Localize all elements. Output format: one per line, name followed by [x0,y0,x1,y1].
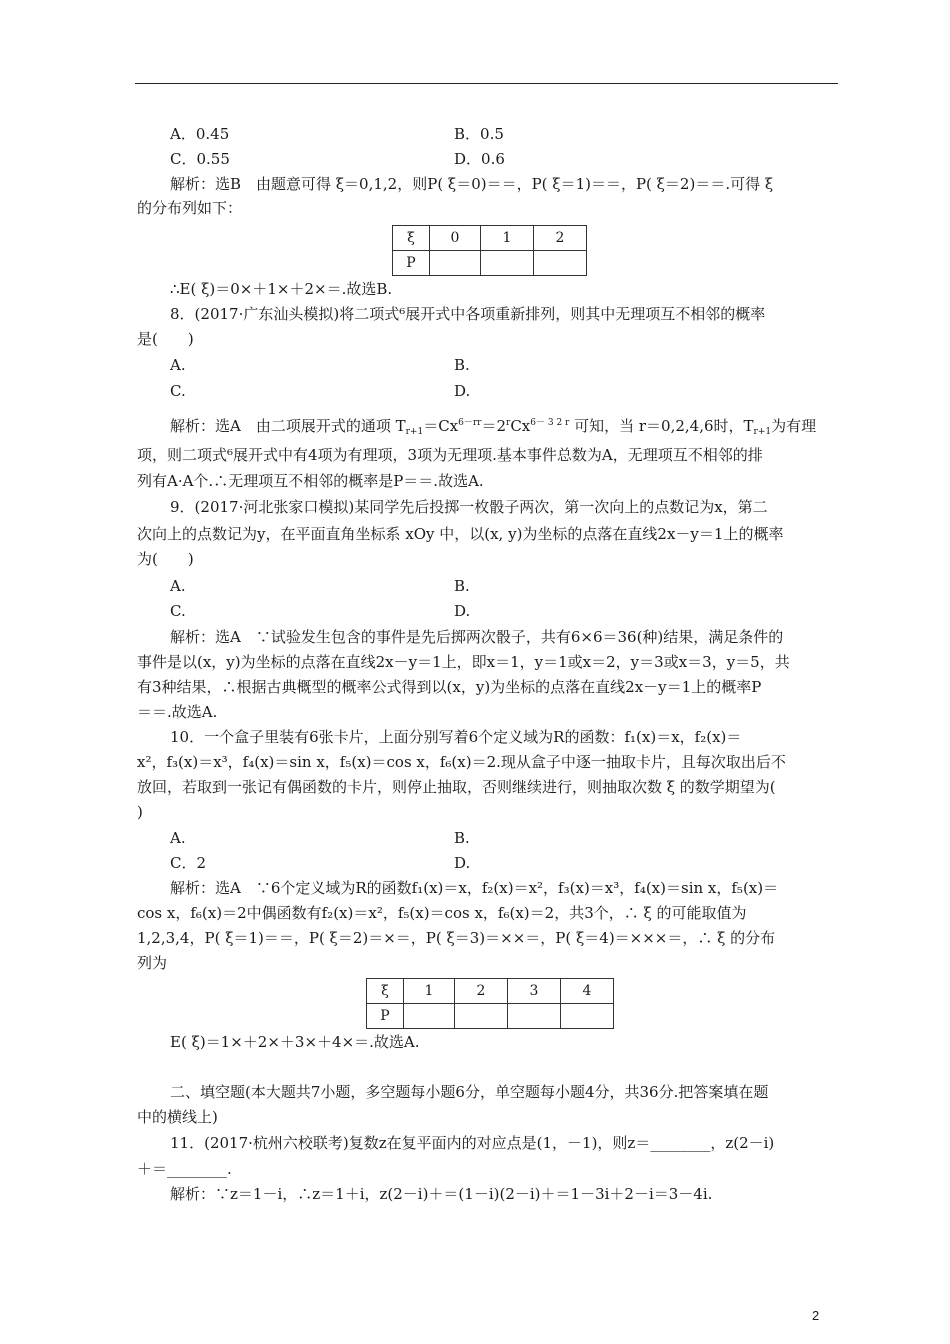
q9-analysis-line3: 有3种结果，∴根据古典概型的概率公式得到以(x，y)为坐标的点落在直线2x－y＝1上的概率P [137,678,762,696]
q7-analysis-line2: 的分布列如下： [137,199,243,217]
q10-stem-line1: 10．一个盒子里装有6张卡片，上面分别写着6个定义域为R的函数：f₁(x)＝x，f₂(x)＝ [170,728,742,746]
q9-analysis-line1: 解析：选A ∵试验发生包含的事件是先后掷两次骰子，共有6×6＝36(种)结果，满足条件的 [170,628,784,646]
q10-table-value: 4 [561,979,614,1004]
q8-option-a: A. [170,356,186,374]
q9-stem-line2: 次向上的点数记为y，在平面直角坐标系 xOy 中，以(x, y)为坐标的点落在直线2x－y＝1上的概率 [137,525,784,543]
q7-table-xi-header: ξ [393,226,430,251]
q9-analysis-line2: 事件是以(x，y)为坐标的点落在直线2x－y＝1上，即x＝1，y＝1或x＝2，y＝3或x＝3，y＝5，共 [137,653,790,671]
q7-table-prob-cell [534,251,587,276]
page-number: 2 [812,1308,820,1323]
q7-table-prob-cell [481,251,534,276]
q7-table-value: 0 [430,226,481,251]
q10-distribution-table [366,978,614,1029]
q7-option-b: B．0.5 [454,125,504,143]
q9-stem-line3: 为( ) [137,550,194,568]
q10-table-value: 3 [508,979,561,1004]
q11-stem-line2: ＋＝________. [137,1160,232,1178]
q10-analysis-line1: 解析：选A ∵6个定义域为R的函数f₁(x)＝x，f₂(x)＝x²，f₃(x)＝x³，f₄(x)＝sin x，f₅(x)＝ [170,879,779,897]
q10-analysis-line3: 1,2,3,4，P( ξ＝1)＝＝，P( ξ＝2)＝×＝，P( ξ＝3)＝××＝，P( ξ＝4)＝×××＝，∴ ξ 的分布 [137,929,776,947]
q7-table-prob-cell [430,251,481,276]
q9-analysis-line4: ＝＝.故选A. [137,703,218,721]
q7-option-c: C．0.55 [170,150,230,168]
q10-option-b: B. [454,829,470,847]
q10-stem-line4: ) [137,803,143,821]
header-rule [135,83,838,84]
q10-option-a: A. [170,829,186,847]
section2-heading-line1: 二、填空题(本大题共7小题，多空题每小题6分，单空题每小题4分，共36分.把答案填在题 [170,1083,769,1101]
q8-analysis-line1: 解析：选A 由二项展开式的通项 $T_{r+1}=Cx^{6-rr}=2^rCx^{6- 3 2 r}$ 可知，当 r＝0,2,4,6时，$T_{r+1}$为有理 [170,417,817,437]
q11-analysis: 解析：∵z＝1－i，∴z＝1＋i，z(2－i)＋＝(1－i)(2－i)＋＝1－3i＋2－i＝3－4i. [170,1185,713,1203]
q7-distribution-table [392,225,587,276]
q7-conclusion: ∴E( ξ)＝0×＋1×＋2×＝.故选B. [170,280,393,298]
q7-table-p-header: P [393,251,430,276]
q7-option-d: D．0.6 [454,150,505,168]
q10-table-p-header: P [367,1004,404,1029]
q8-option-b: B. [454,356,470,374]
q7-option-a: A．0.45 [170,125,230,143]
q9-option-a: A. [170,577,186,595]
q10-stem-line3: 放回，若取到一张记有偶函数的卡片，则停止抽取，否则继续进行，则抽取次数 ξ 的数学期望为( [137,778,776,796]
q10-option-d: D. [454,854,471,872]
section2-heading-line2: 中的横线上) [137,1108,218,1126]
q9-option-c: C. [170,602,186,620]
q11-stem-line1: 11．(2017·杭州六校联考)复数z在复平面内的对应点是(1，－1)，则z＝________，z(2－i) [170,1134,775,1152]
q10-stem-line2: x²，f₃(x)＝x³，f₄(x)＝sin x，f₅(x)＝cos x，f₆(x)＝2.现从盒子中逐一抽取卡片，且每次取出后不 [137,753,786,771]
q7-analysis-line1: 解析：选B 由题意可得 ξ＝0,1,2，则P( ξ＝0)＝＝，P( ξ＝1)＝＝，P( ξ＝2)＝＝.可得 ξ [170,175,774,193]
q10-table-value: 2 [455,979,508,1004]
q10-option-c: C．2 [170,854,207,872]
q8-analysis-line2: 项，则二项式⁶展开式中有4项为有理项，3项为无理项.基本事件总数为A，无理项互不相邻的排 [137,446,763,464]
q7-table-value: 2 [534,226,587,251]
q8-stem-line2: 是( ) [137,330,194,348]
q10-table-value: 1 [404,979,455,1004]
q7-table-value: 1 [481,226,534,251]
q10-table-prob-cell [455,1004,508,1029]
q8-option-d: D. [454,382,471,400]
q9-option-d: D. [454,602,471,620]
q10-table-prob-cell [508,1004,561,1029]
q8-option-c: C. [170,382,186,400]
q10-table-xi-header: ξ [367,979,404,1004]
q10-analysis-line4: 列为 [137,954,168,972]
q10-conclusion: E( ξ)＝1×＋2×＋3×＋4×＝.故选A. [170,1033,420,1051]
q10-table-prob-cell [404,1004,455,1029]
q10-analysis-line2: cos x，f₆(x)＝2中偶函数有f₂(x)＝x²，f₅(x)＝cos x，f₆(x)＝2，共3个，∴ ξ 的可能取值为 [137,904,747,922]
q9-stem-line1: 9．(2017·河北张家口模拟)某同学先后投掷一枚骰子两次，第一次向上的点数记为x，第二 [170,498,768,516]
q8-analysis-line3: 列有A·A个.∴无理项互不相邻的概率是P＝＝.故选A. [137,472,484,490]
q9-option-b: B. [454,577,470,595]
q8-stem-line1: 8．(2017·广东汕头模拟)将二项式⁶展开式中各项重新排列，则其中无理项互不相邻的概率 [170,305,766,323]
q10-table-prob-cell [561,1004,614,1029]
